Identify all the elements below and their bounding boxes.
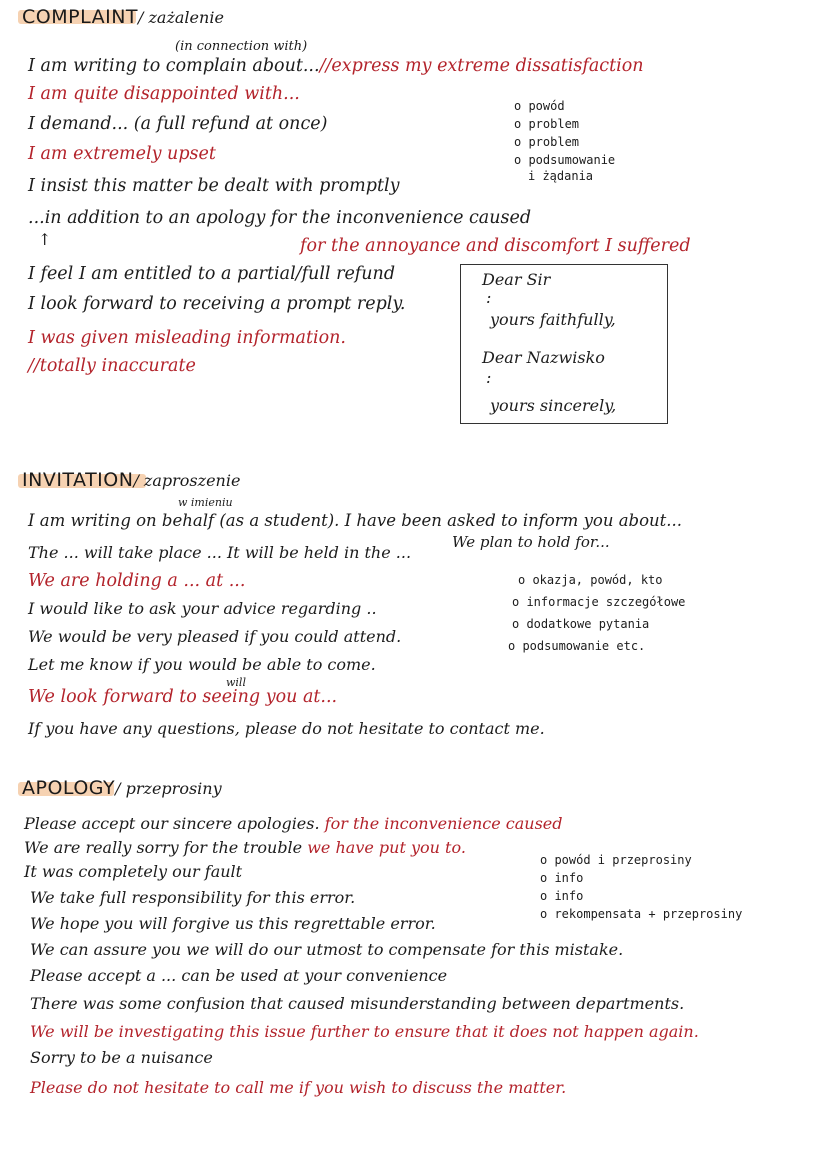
box-line-1: Dear Sir <box>482 270 551 289</box>
apology-line-3: It was completely our fault <box>24 862 243 881</box>
apology-line-1-text: Please accept our sincere apologies. <box>24 814 320 833</box>
complaint-line-6-text: ...in addition to an apology for the inconvenience caused <box>28 208 532 228</box>
apology-line-6: We can assure you we will do our utmost to compensate for this mistake. <box>30 940 624 959</box>
apology-heading <box>22 779 222 798</box>
invitation-line-8: If you have any questions, please do not hesitate to contact me. <box>28 719 545 738</box>
invitation-note-1: o okazja, powód, kto <box>518 573 663 587</box>
complaint-line-2: I am quite disappointed with... <box>28 84 300 104</box>
box-line-6: yours sincerely, <box>490 396 617 415</box>
apology-line-11: Please do not hesitate to call me if you wish to discuss the matter. <box>30 1078 567 1097</box>
apology-line-2-text: We are really sorry for the trouble <box>24 838 303 857</box>
apology-line-9: We will be investigating this issue further to ensure that it does not happen again. <box>30 1022 699 1041</box>
apology-note-2: o info <box>540 871 584 885</box>
complaint-line-6 <box>28 210 531 228</box>
invitation-insert-note: w imieniu <box>178 496 233 509</box>
apology-heading-sub: / przeprosiny <box>115 779 222 798</box>
complaint-line-4: I am extremely upset <box>28 144 216 164</box>
invitation-heading <box>22 471 240 490</box>
complaint-line-5: I insist this matter be dealt with promptly <box>28 176 400 196</box>
complaint-line-9: I look forward to receiving a prompt reply. <box>28 294 406 314</box>
complaint-line-1-extra: //express my extreme dissatisfaction <box>319 56 644 76</box>
complaint-line-10: I was given misleading information. <box>28 328 346 348</box>
apology-line-5: We hope you will forgive us this regrettable error. <box>30 914 436 933</box>
complaint-line-8: I feel I am entitled to a partial/full refund <box>28 264 396 284</box>
invitation-line-6: Let me know if you would be able to come. <box>28 655 376 674</box>
apology-note-4: o rekompensata + przeprosiny <box>540 907 743 921</box>
apology-note-1: o powód i przeprosiny <box>540 853 692 867</box>
apology-line-1 <box>24 816 563 832</box>
apology-line-7: Please accept a ... can be used at your convenience <box>30 966 448 985</box>
box-line-4: Dear Nazwisko <box>482 348 605 367</box>
complaint-line-11: //totally inaccurate <box>28 356 196 376</box>
invitation-note-4: o podsumowanie etc. <box>508 639 646 653</box>
complaint-heading-sub: / zażalenie <box>138 8 224 27</box>
apology-line-1-extra: for the inconvenience caused <box>324 814 563 833</box>
invitation-note-2: o informacje szczegółowe <box>512 595 686 609</box>
invitation-heading-title: INVITATION <box>22 469 134 491</box>
apology-line-4: We take full responsibility for this error. <box>30 888 356 907</box>
complaint-insert-note: (in connection with) <box>175 39 308 54</box>
apology-line-2-extra: we have put you to. <box>307 838 466 857</box>
complaint-note-4: o podsumowanie <box>514 153 616 167</box>
complaint-line-3: I demand... (a full refund at once) <box>28 114 328 134</box>
apology-line-2 <box>24 840 466 856</box>
complaint-arrow: ↑ <box>38 230 52 249</box>
apology-heading-title: APOLOGY <box>22 777 116 799</box>
complaint-note-3: o problem <box>514 135 580 149</box>
complaint-note-2: o problem <box>514 117 580 131</box>
apology-note-3: o info <box>540 889 584 903</box>
complaint-note-1: o powód <box>514 99 565 113</box>
box-line-2: : <box>486 288 492 307</box>
invitation-line-5: We would be very pleased if you could attend. <box>28 627 402 646</box>
complaint-note-5: i żądania <box>528 169 594 183</box>
invitation-line-2 <box>28 545 411 561</box>
box-line-3: yours faithfully, <box>490 310 616 329</box>
invitation-note-3: o dodatkowe pytania <box>512 617 650 631</box>
apology-line-10: Sorry to be a nuisance <box>30 1048 213 1067</box>
complaint-line-7: for the annoyance and discomfort I suffered <box>300 236 691 256</box>
complaint-heading <box>22 8 224 27</box>
invitation-line-4: I would like to ask your advice regarding .. <box>28 599 377 618</box>
box-line-5: : <box>486 368 492 387</box>
complaint-line-1-text: I am writing to complain about... <box>28 56 320 76</box>
invitation-will-note: will <box>226 676 246 689</box>
complaint-line-1 <box>28 58 644 76</box>
complaint-heading-title: COMPLAINT <box>22 6 139 28</box>
invitation-line-2-extra: We plan to hold for... <box>452 533 610 551</box>
invitation-line-3: We are holding a ... at ... <box>28 571 246 591</box>
invitation-line-2-text: The ... will take place ... It will be held in the ... <box>28 543 412 562</box>
invitation-line-7: We look forward to seeing you at... <box>28 687 338 707</box>
invitation-heading-sub: / zaproszenie <box>133 471 241 490</box>
apology-line-8: There was some confusion that caused misunderstanding between departments. <box>30 994 685 1013</box>
invitation-line-1: I am writing on behalf (as a student). I have been asked to inform you about... <box>28 511 683 530</box>
